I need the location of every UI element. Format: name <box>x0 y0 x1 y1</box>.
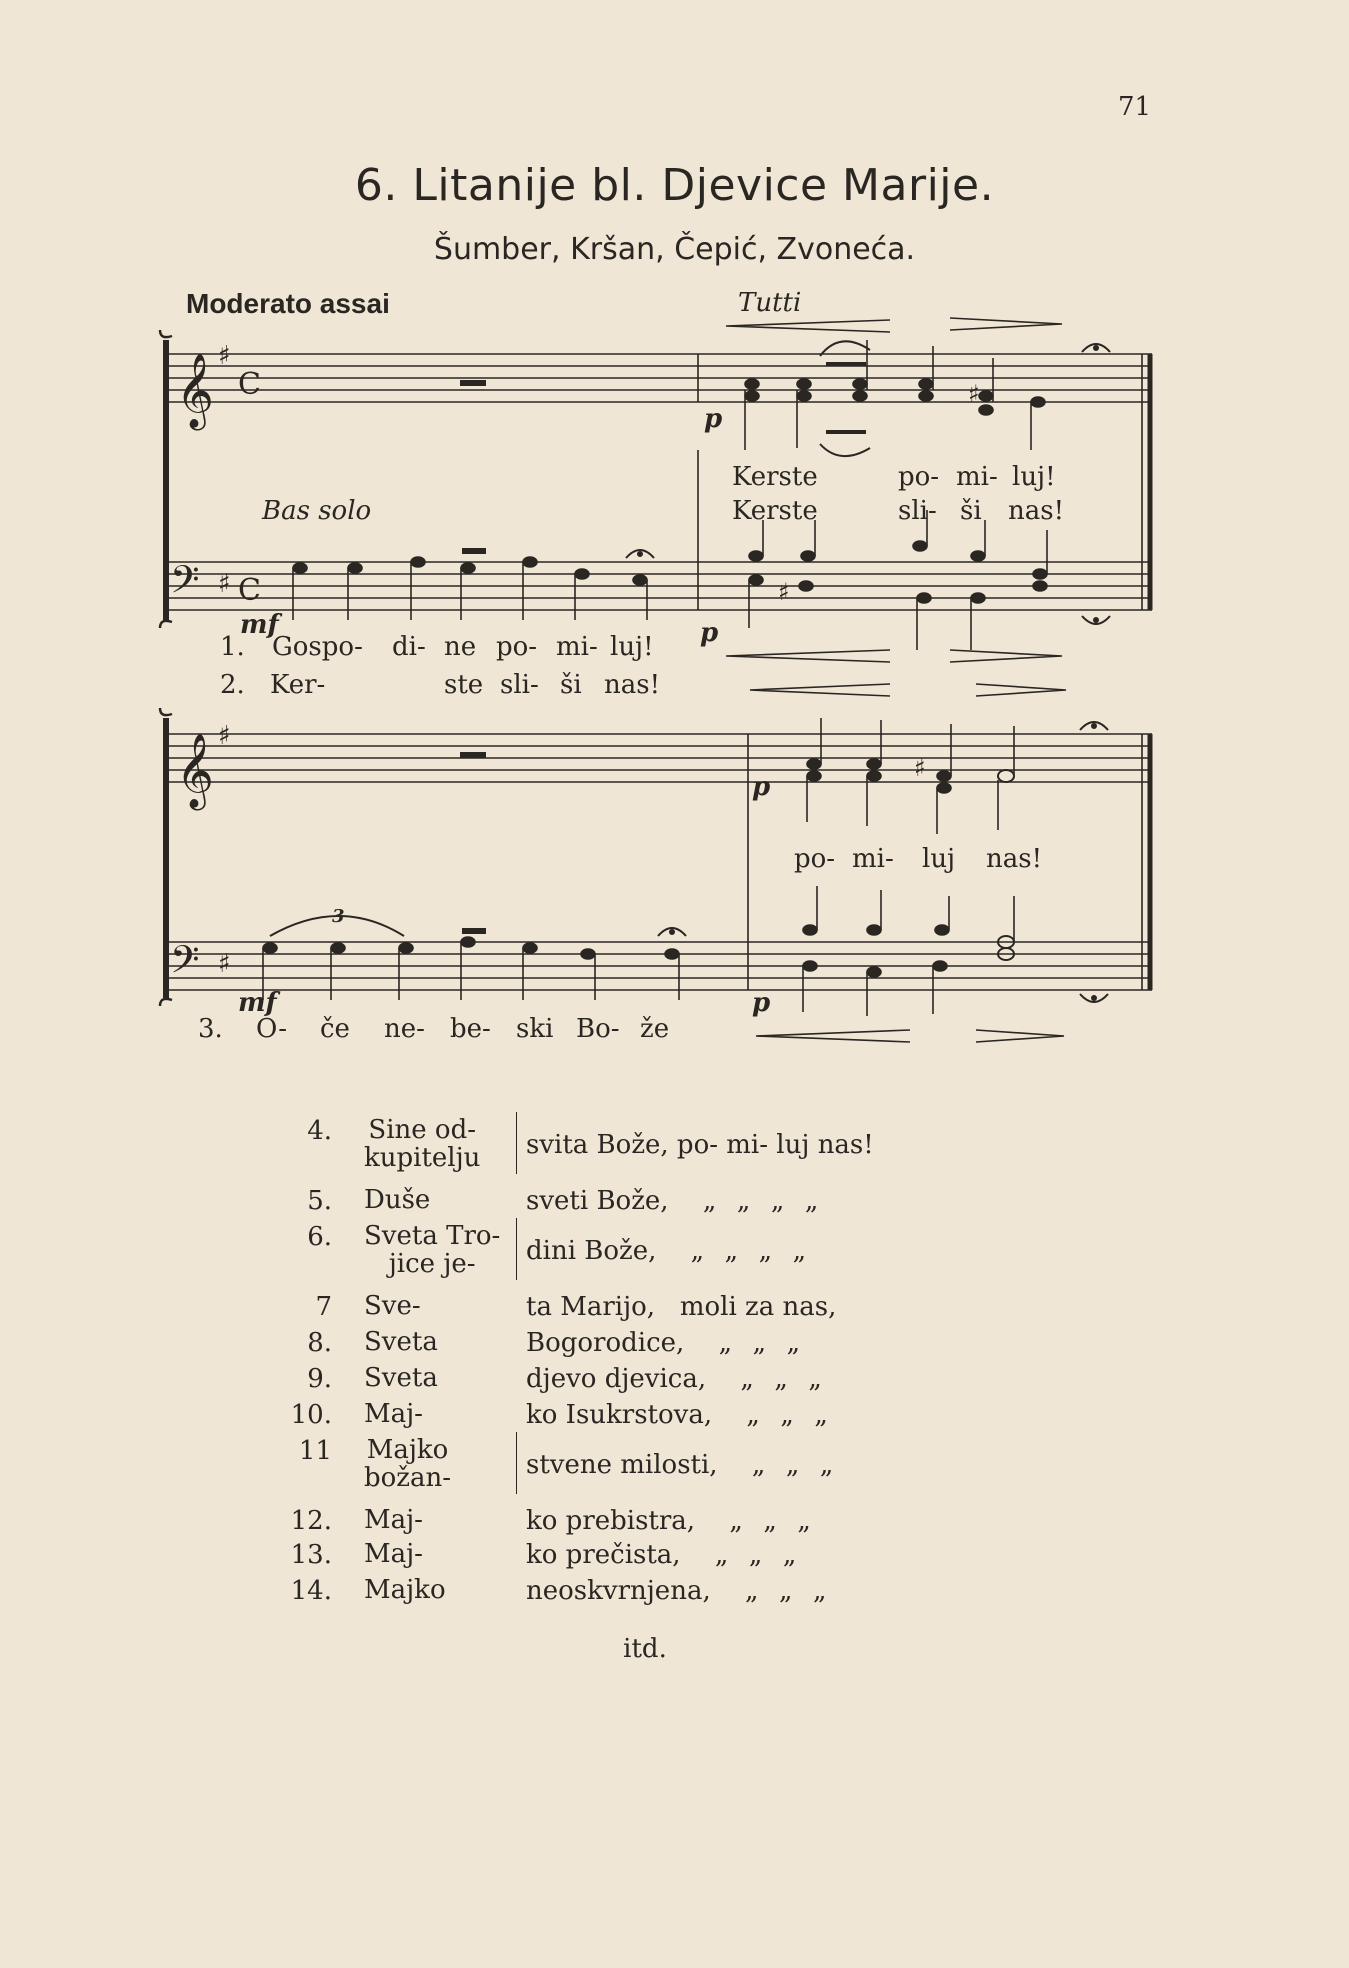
ditto-mark: „ <box>782 1540 797 1570</box>
lyric-syllable: ste <box>444 670 484 700</box>
sharp-icon: ♯ <box>968 380 980 408</box>
verse-first-words: Sveta <box>364 1327 438 1357</box>
verse-continuation <box>526 1364 832 1394</box>
verse-first-words: Sine od- kupitelju <box>364 1115 481 1173</box>
verse-number: 3. <box>198 1014 223 1044</box>
song-title: 6. Litanije bl. Djevice Marije. <box>354 160 995 211</box>
ditto-mark: „ <box>785 1450 800 1480</box>
system-1-treble-staff <box>166 354 1152 402</box>
ditto-mark: „ <box>718 1328 733 1358</box>
verse-continuation-text: dini Bože, <box>526 1236 657 1266</box>
lyric-syllable: nas! <box>986 844 1043 874</box>
lyric-syllable: luj! <box>610 632 654 662</box>
ditto-mark: „ <box>797 1506 811 1536</box>
dynamic-mf: mf <box>240 610 279 640</box>
song-subtitle: Šumber, Kršan, Čepić, Zvoneća. <box>433 232 916 267</box>
lyric-syllable: mi- <box>956 462 998 492</box>
verse-first-words: Maj- <box>364 1505 423 1535</box>
verse-number: 6. <box>307 1222 332 1252</box>
lyric-syllable: mi- <box>852 844 894 874</box>
lyric-syllable: Ker- <box>270 670 326 700</box>
verse-continuation-text: sveti Bože, <box>526 1186 669 1216</box>
ditto-mark: „ <box>778 1576 793 1606</box>
tutti-marking: Tutti <box>738 288 802 318</box>
ditto-mark: „ <box>714 1540 729 1570</box>
system-2-treble-staff <box>166 734 1152 782</box>
ditto-mark: „ <box>792 1236 807 1266</box>
verse-number: 12. <box>290 1506 332 1536</box>
lyric-syllable: že <box>640 1014 670 1044</box>
system-2-bass-staff <box>166 942 1152 990</box>
verse-continuation-text: stvene milosti, <box>526 1450 718 1480</box>
verse-number: 8. <box>307 1328 332 1358</box>
ditto-mark: „ <box>814 1400 828 1430</box>
verse-continuation-text: ko prečista, <box>526 1540 681 1570</box>
lyric-syllable: ne <box>444 632 477 662</box>
verse-first-words: Maj- <box>364 1399 423 1429</box>
lyric-syllable: ski <box>516 1014 554 1044</box>
verse-continuation <box>526 1400 838 1430</box>
ditto-mark: „ <box>690 1236 705 1266</box>
verse-number: 2. <box>220 670 245 700</box>
verse-first-words: Majko božan- <box>364 1435 452 1493</box>
sharp-icon: ♯ <box>914 754 926 782</box>
ditto-mark: „ <box>746 1400 760 1430</box>
verse-continuation <box>526 1236 816 1266</box>
lyric-syllable: po- <box>496 632 538 662</box>
dynamic-p: p <box>704 404 723 434</box>
sharp-icon: ♯ <box>778 578 790 606</box>
verse-continuation <box>526 1576 837 1606</box>
lyric-syllable: po- <box>898 462 940 492</box>
verse-number: 14. <box>290 1576 332 1606</box>
verse-continuation-text: ko prebistra, <box>526 1506 696 1536</box>
verse-number: 10. <box>290 1400 332 1430</box>
ditto-mark: „ <box>736 1186 751 1216</box>
lyric-syllable: Kerste <box>732 496 818 526</box>
ditto-mark: „ <box>819 1450 834 1480</box>
lyric-syllable: be- <box>450 1014 491 1044</box>
verse-number: 1. <box>220 632 245 662</box>
system-1-bass-staff <box>166 562 1152 610</box>
lyric-syllable: di- <box>392 632 426 662</box>
svg-text:C: C <box>238 573 261 608</box>
bass-clef-icon: 𝄢 <box>170 557 200 611</box>
ditto-mark: „ <box>786 1328 801 1358</box>
ditto-mark: „ <box>758 1236 773 1266</box>
svg-text:C: C <box>238 367 261 402</box>
verse-divider <box>516 1112 517 1174</box>
ditto-mark: „ <box>780 1400 794 1430</box>
verse-number: 11 <box>298 1436 332 1466</box>
lyric-syllable: Gospo- <box>272 632 363 662</box>
verse-number: 9. <box>307 1364 332 1394</box>
verse-number: 13. <box>290 1540 332 1570</box>
verse-number: 4. <box>307 1116 332 1146</box>
lyric-syllable: po- <box>794 844 836 874</box>
verse-continuation <box>526 1186 829 1216</box>
verse-first-words: Majko <box>364 1575 446 1605</box>
lyric-syllable: če <box>320 1014 350 1044</box>
verse-first-words: Sveta Tro- jice je- <box>364 1221 501 1279</box>
lyric-syllable: sli- <box>898 496 937 526</box>
closing-text: itd. <box>623 1634 667 1664</box>
verse-divider <box>516 1218 517 1280</box>
verse-divider <box>516 1432 517 1494</box>
bass-clef-icon: 𝄢 <box>170 937 200 991</box>
verse-continuation-text: ta Marijo, moli za nas, <box>526 1292 837 1322</box>
verse-first-words: Sveta <box>364 1363 438 1393</box>
ditto-mark: „ <box>729 1506 743 1536</box>
ditto-mark: „ <box>724 1236 739 1266</box>
ditto-mark: „ <box>804 1186 819 1216</box>
verse-continuation-text: svita Bože, po- mi- luj nas! <box>526 1130 874 1160</box>
bas-solo-marking: Bas solo <box>262 496 372 526</box>
treble-clef-icon: 𝄞 <box>176 354 214 428</box>
lyric-syllable: Bo- <box>576 1014 620 1044</box>
verse-first-words: Sve- <box>364 1291 421 1321</box>
ditto-mark: „ <box>740 1364 754 1394</box>
lyric-syllable: luj <box>922 844 956 874</box>
lyric-syllable: nas! <box>1008 496 1065 526</box>
dynamic-p: p <box>752 772 771 802</box>
triplet-marking: 3 <box>332 906 345 927</box>
ditto-mark: „ <box>744 1576 759 1606</box>
verse-continuation <box>526 1540 807 1570</box>
ditto-mark: „ <box>748 1540 763 1570</box>
verse-number: 7 <box>315 1292 332 1322</box>
page-number: 71 <box>1118 92 1152 122</box>
sharp-icon: ♯ <box>218 569 231 599</box>
verse-continuation <box>526 1506 821 1536</box>
sharp-icon: ♯ <box>218 949 231 979</box>
verse-continuation-text: neoskvrnjena, <box>526 1576 711 1606</box>
ditto-mark: „ <box>752 1328 767 1358</box>
lyric-syllable: Kerste <box>732 462 818 492</box>
verse-first-words: Maj- <box>364 1539 423 1569</box>
dynamic-p: p <box>752 988 771 1018</box>
verse-continuation-text: Bogorodice, <box>526 1328 685 1358</box>
verse-continuation-text: ko Isukrstova, <box>526 1400 713 1430</box>
ditto-mark: „ <box>751 1450 766 1480</box>
lyric-syllable: ne- <box>384 1014 425 1044</box>
tempo-marking: Moderato assai <box>186 288 390 319</box>
verse-continuation-text: djevo djevica, <box>526 1364 707 1394</box>
ditto-mark: „ <box>763 1506 777 1536</box>
verse-continuation <box>526 1292 836 1322</box>
ditto-mark: „ <box>812 1576 827 1606</box>
verse-continuation <box>526 1450 844 1480</box>
lyric-syllable: ši <box>560 670 582 700</box>
lyric-syllable: O- <box>256 1014 288 1044</box>
sharp-icon: ♯ <box>218 721 231 751</box>
lyric-syllable: luj! <box>1012 462 1056 492</box>
ditto-mark: „ <box>702 1186 717 1216</box>
dynamic-mf: mf <box>238 988 277 1018</box>
ditto-mark: „ <box>808 1364 822 1394</box>
lyric-syllable: ši <box>960 496 982 526</box>
verse-number: 5. <box>307 1186 332 1216</box>
lyric-syllable: sli- <box>500 670 539 700</box>
treble-clef-icon: 𝄞 <box>176 734 214 808</box>
lyric-syllable: nas! <box>604 670 661 700</box>
lyric-syllable: mi- <box>556 632 598 662</box>
verse-first-words: Duše <box>364 1185 431 1215</box>
verse-continuation <box>526 1328 810 1358</box>
dynamic-p: p <box>700 618 719 648</box>
ditto-mark: „ <box>770 1186 785 1216</box>
ditto-mark: „ <box>774 1364 788 1394</box>
verse-continuation <box>526 1130 874 1160</box>
sharp-icon: ♯ <box>218 341 231 371</box>
